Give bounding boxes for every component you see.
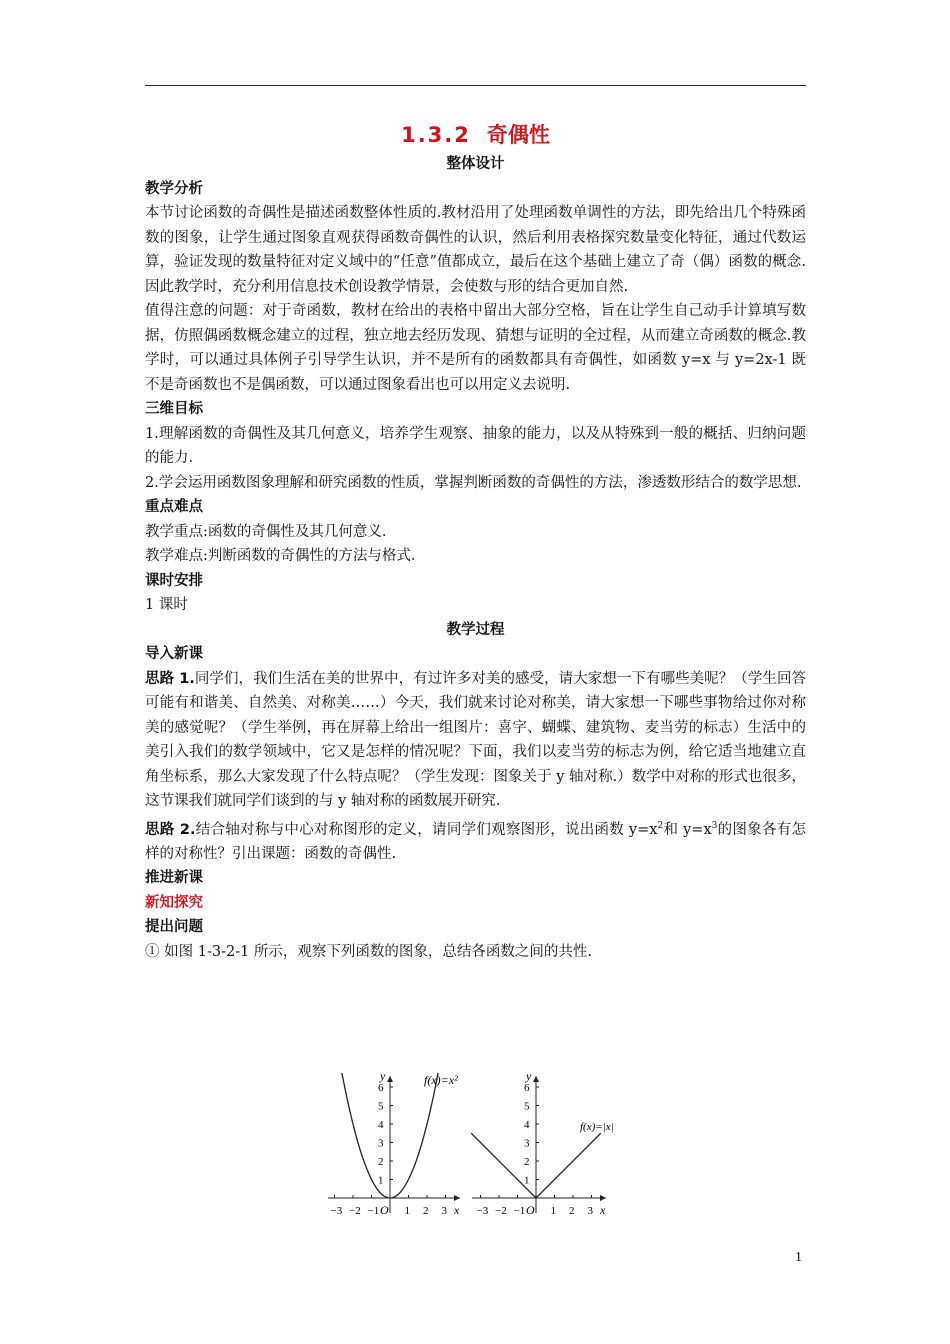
- page-content: [145, 118, 806, 964]
- graph-abs-axes: [472, 1076, 606, 1213]
- idea-1-label: 思路 1.: [145, 670, 195, 687]
- x-tick-label: 1: [550, 1205, 556, 1217]
- section-number: 1.3.2: [401, 123, 471, 147]
- x-tick-label: −1: [513, 1205, 526, 1217]
- graph2-x-label: x: [600, 1203, 606, 1217]
- x-tick-label: −2: [349, 1205, 361, 1217]
- y-tick-label: 3: [378, 1137, 384, 1150]
- x-tick-label: 2: [423, 1205, 429, 1217]
- x-tick-label: 3: [441, 1205, 447, 1217]
- x-tick-label: −1: [367, 1205, 380, 1217]
- key-difficulty: 教学难点:判断函数的奇偶性的方法与格式.: [145, 548, 416, 564]
- graph2-origin-label: O: [526, 1203, 535, 1217]
- header-rule: [145, 85, 806, 86]
- y-tick-label: 5: [378, 1100, 384, 1113]
- y-tick-label: 4: [524, 1119, 530, 1131]
- idea-2: [145, 814, 806, 867]
- x-tick-label: 1: [404, 1205, 410, 1217]
- subtitle: 整体设计: [446, 156, 505, 172]
- x-tick-label: −2: [495, 1205, 507, 1217]
- idea-2-mid: 和 y=x: [663, 821, 712, 838]
- goals-heading: 三维目标: [145, 401, 203, 417]
- idea-1-text: 同学们，我们生活在美的世界中，有过许多对美的感受，请大家想一下有哪些美呢？（学生回答可能有和谐美、自然美、对称美……）今天，我们就来讨论对称美，请大家想一下哪些事物给过你对称美的感觉呢？（学生举例，再在屏幕上给出一组图片：喜字、蝴蝶、建筑物、麦当劳的标志）生活中的美引入我们的数学领域中，它又是怎样的情况呢？下面，我们以麦当劳的标志为例，给它适当地建立直角坐标系，那么大家发现了什么特点呢？（学生发现：图象关于 y 轴对称.）数学中对称的形式也很多，这节课我们就同学们谈到的与 y 轴对称的函数展开研究.: [145, 670, 806, 809]
- idea-2-post: 的图象各有怎样的对称性？引出课题：函数的奇偶性.: [145, 821, 806, 862]
- graph2-label: f(x)=|x|: [580, 1121, 614, 1133]
- x-tick-label: −3: [476, 1205, 489, 1217]
- keypoints-heading: 重点难点: [145, 499, 203, 515]
- y-tick-label: 2: [524, 1156, 530, 1168]
- explore-heading: 新知探究: [145, 894, 203, 911]
- process-heading: 教学过程: [446, 621, 505, 638]
- y-tick-label: 2: [378, 1156, 384, 1168]
- y-tick-label: 1: [524, 1174, 530, 1187]
- graph2-y-label: y: [526, 1069, 532, 1083]
- question-1: ① 如图 1-3-2-1 所示，观察下列函数的图象，总结各函数之间的共性.: [145, 943, 593, 960]
- graph1-label: f(x)=x²: [424, 1073, 458, 1087]
- idea-1: [145, 667, 806, 814]
- y-tick-label: 4: [378, 1119, 384, 1131]
- y-tick-label: 5: [524, 1100, 530, 1113]
- x-tick-label: 3: [587, 1205, 593, 1217]
- question-heading: 提出问题: [145, 919, 203, 936]
- graph1-x-label: x: [454, 1203, 460, 1217]
- y-tick-label: 6: [378, 1082, 384, 1094]
- intro-heading: 导入新课: [145, 646, 203, 662]
- x-tick-label: 2: [569, 1205, 575, 1217]
- sup-3: 3: [711, 820, 718, 831]
- x-tick-label: −3: [330, 1205, 343, 1217]
- y-tick-label: 1: [378, 1174, 384, 1187]
- analysis-heading: 教学分析: [145, 180, 203, 197]
- analysis-paragraph-1: 本节讨论函数的奇偶性是描述函数整体性质的.教材沿用了处理函数单调性的方法，即先给出几个特殊函数的图象，让学生通过图象直观获得函数奇偶性的认识，然后利用表格探究数量变化特征，通过代数运算，验证发现的数量特征对定义域中的“任意”值都成立，最后在这个基础上建立了奇（偶）函数的概念.因此教学时，充分利用信息技术创设教学情景，会使数与形的结合更加自然.: [145, 205, 806, 295]
- goal-1: 1.理解函数的奇偶性及其几何意义，培养学生观察、抽象的能力，以及从特殊到一般的概括、归纳问题的能力.: [145, 425, 806, 466]
- section-name: 奇偶性: [486, 123, 550, 147]
- section-title: [145, 118, 806, 152]
- sup-2: 2: [657, 820, 664, 831]
- graph2-y-ticks: [524, 1082, 539, 1187]
- function-graphs-figure: [320, 1068, 620, 1223]
- idea-2-pre: 结合轴对称与中心对称图形的定义，请同学们观察图形，说出函数 y=x: [195, 821, 658, 838]
- graph1-y-ticks: [378, 1082, 393, 1187]
- idea-2-label: 思路 2.: [145, 821, 196, 838]
- key-focus: 教学重点:函数的奇偶性及其几何意义.: [145, 523, 387, 540]
- y-tick-label: 6: [524, 1082, 530, 1094]
- graph-x-squared-axes: [328, 1076, 460, 1213]
- y-tick-label: 3: [524, 1137, 530, 1150]
- schedule-heading: 课时安排: [145, 572, 203, 589]
- schedule-text: 1 课时: [145, 597, 188, 613]
- graph1-origin-label: O: [380, 1203, 389, 1217]
- analysis-paragraph-2: 值得注意的问题：对于奇函数，教材在给出的表格中留出大部分空格，旨在让学生自己动手计算填写数据，仿照偶函数概念建立的过程，独立地去经历发现、猜想与证明的全过程，从而建立奇函数的概念.教学时，可以通过具体例子引导学生认识，并不是所有的函数都具有奇偶性，如函数 y=x 与 y=2x-1 既不是奇函数也不是偶函数，可以通过图象看出也可以用定义去说明.: [145, 303, 806, 393]
- page-number: 1: [795, 1250, 802, 1265]
- goal-2: 2.学会运用函数图象理解和研究函数的性质，掌握判断函数的奇偶性的方法，渗透数形结合的数学思想.: [145, 474, 802, 491]
- advance-heading: 推进新课: [145, 870, 203, 887]
- graph1-y-label: y: [380, 1069, 386, 1083]
